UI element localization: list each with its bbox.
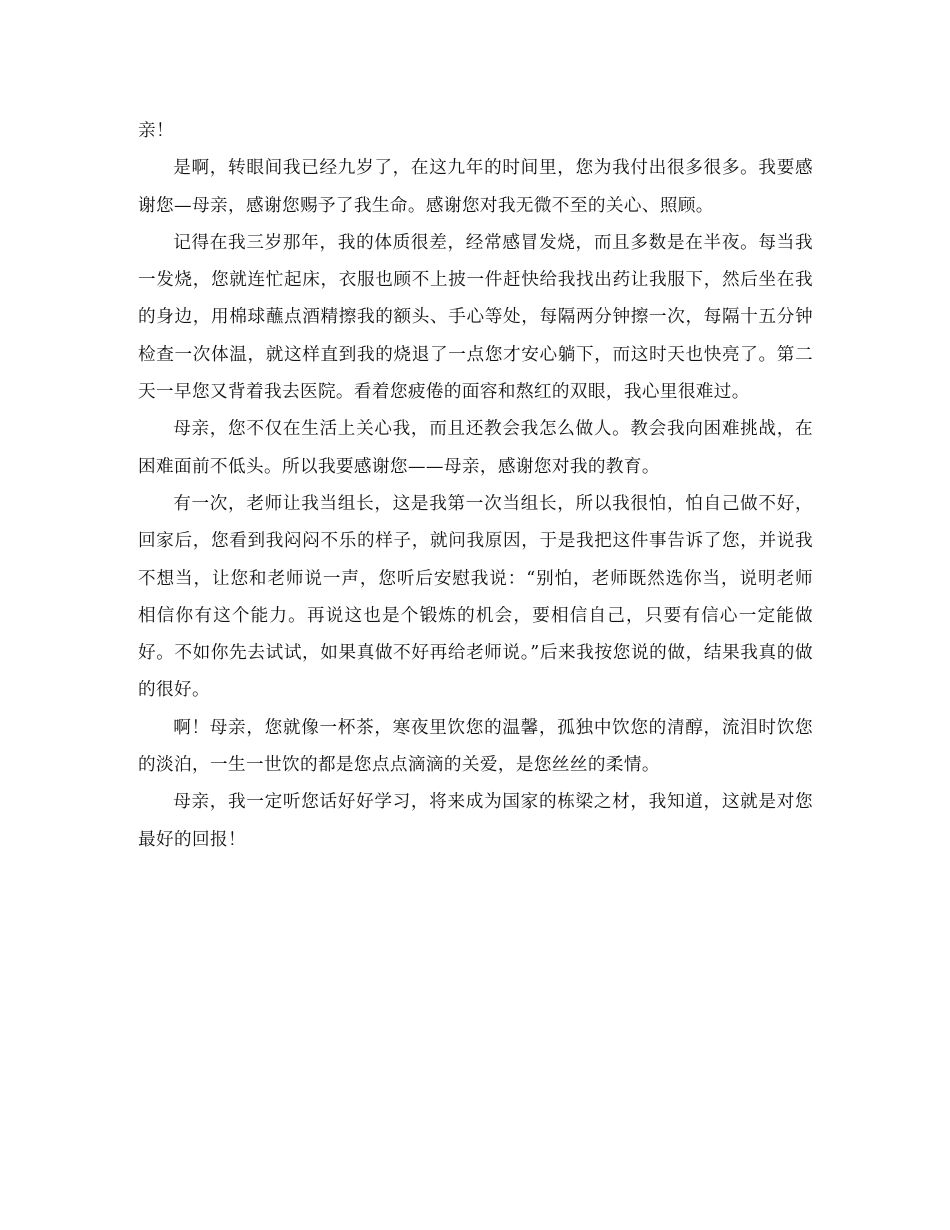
paragraph: 有一次，老师让我当组长，这是我第一次当组长，所以我很怕，怕自己做不好，回家后，您看到我闷闷不乐的样子，就问我原因，于是我把这件事告诉了您，并说我不想当，让您和老师说一声，您听后安慰我说：“别怕，老师既然选你当，说明老师相信你有这个能力。再说这也是个锻炼的机会，要相信自己，只要有信心一定能做好。不如你先去试试，如果真做不好再给老师说。”后来我按您说的做，结果我真的做的很好。 [138,493,813,701]
paragraph-continuation: 亲！ [138,121,174,141]
paragraph: 母亲，您不仅在生活上关心我，而且还教会我怎么做人。教会我向困难挑战，在困难面前不低头。所以我要感谢您——母亲，感谢您对我的教育。 [138,419,813,477]
paragraph: 啊！母亲，您就像一杯茶，寒夜里饮您的温馨，孤独中饮您的清醇，流泪时饮您的淡泊，一生一世饮的都是您点点滴滴的关爱，是您丝丝的柔情。 [138,717,813,776]
paragraph: 母亲，我一定听您话好好学习，将来成为国家的栋梁之材，我知道，这就是对您最好的回报！ [138,792,813,850]
paragraph: 是啊，转眼间我已经九岁了，在这九年的时间里，您为我付出很多很多。我要感谢您—母亲，感谢您赐予了我生命。感谢您对我无微不至的关心、照顾。 [138,158,813,216]
paragraph: 记得在我三岁那年，我的体质很差，经常感冒发烧，而且多数是在半夜。每当我一发烧，您就连忙起床，衣服也顾不上披一件赶快给我找出药让我服下，然后坐在我的身边，用棉球蘸点酒精擦我的额头、手心等处，每隔两分钟擦一次，每隔十五分钟检查一次体温，就这样直到我的烧退了一点您才安心躺下，而这时天也快亮了。第二天一早您又背着我去医院。看着您疲倦的面容和熬红的双眼，我心里很难过。 [138,232,813,403]
document-body [138,113,813,859]
